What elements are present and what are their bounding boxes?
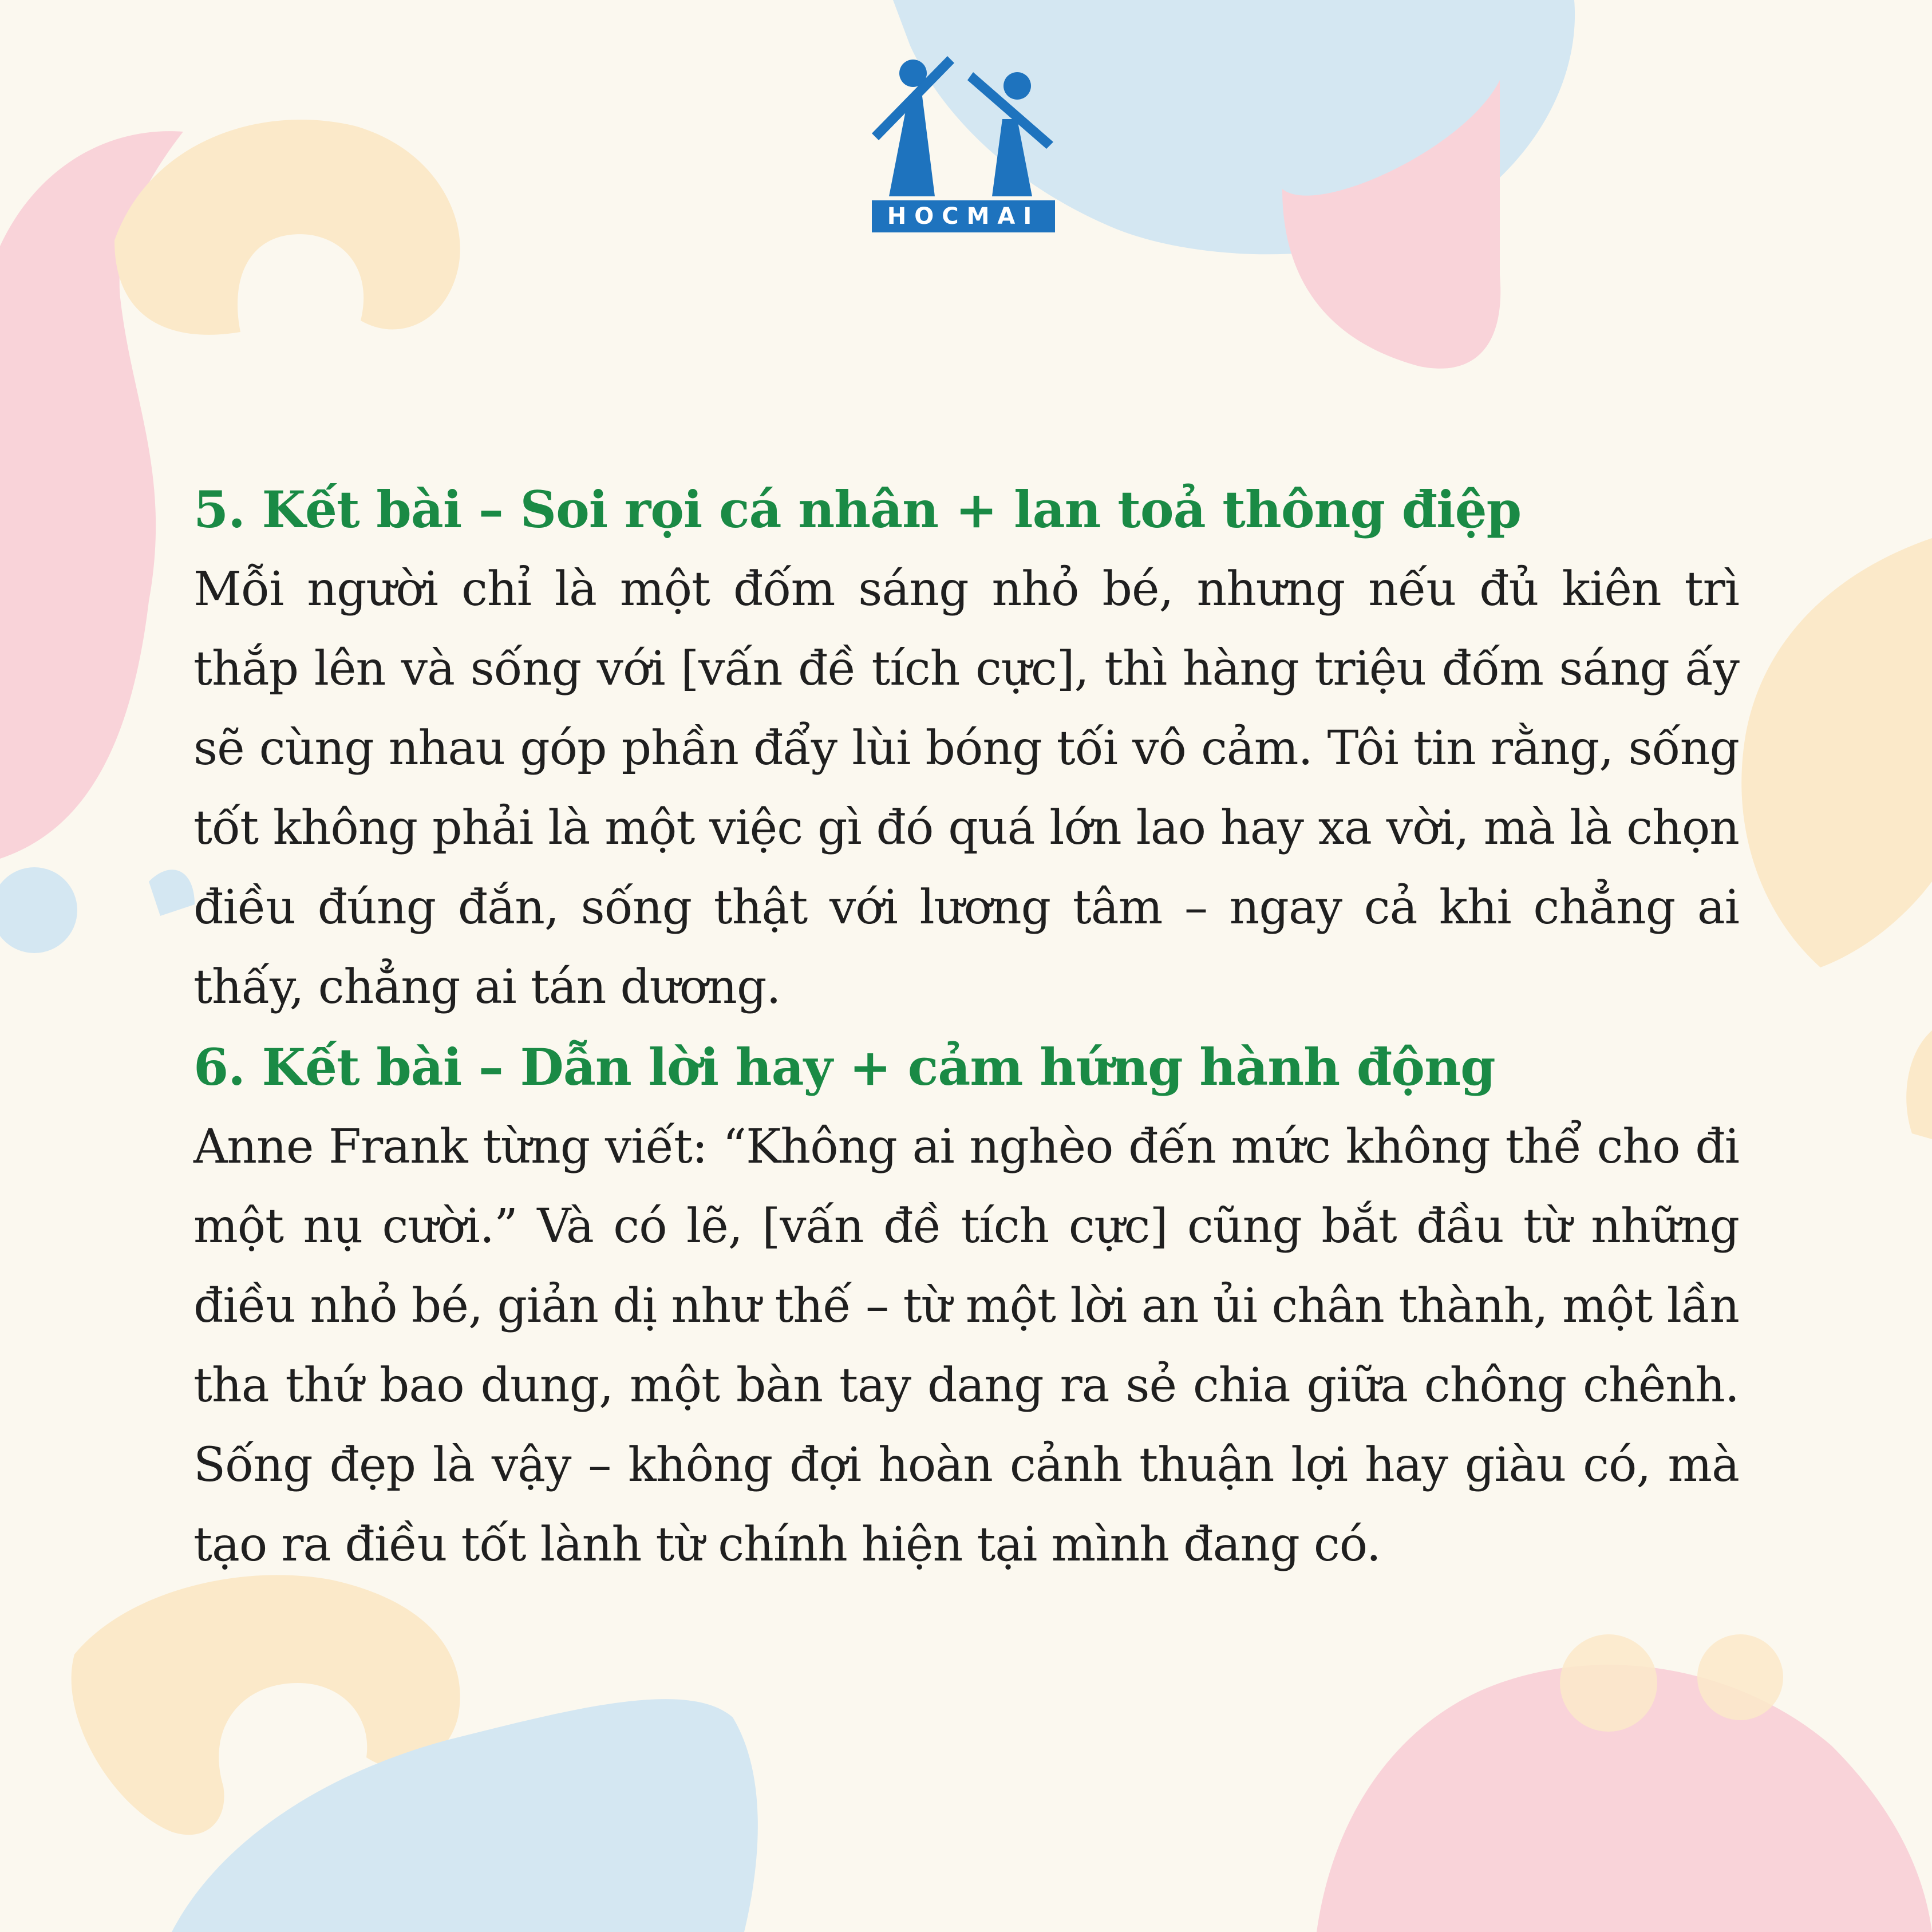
section-heading-5: 5. Kết bài – Soi rọi cá nhân + lan toả thông điệp xyxy=(193,480,1522,539)
hocmai-logo-icon xyxy=(867,50,1059,234)
dot-blue-left xyxy=(0,867,77,953)
article-content xyxy=(193,469,1739,1585)
section-heading-6: 6. Kết bài – Dẫn lời hay + cảm hứng hành động xyxy=(193,1037,1495,1097)
logo-text: HOCMAI xyxy=(887,203,1040,230)
blob-blue-bottom xyxy=(172,1699,758,1932)
section-body-6: Anne Frank từng viết: “Không ai nghèo đến mức không thể cho đi một nụ cười.” Và có lẽ, [vấn đề tích cực] cũng bắt đầu từ những điều nhỏ bé, giản dị như thế – từ một lời an ủi chân thành, một lần tha thứ bao dung, một bàn tay dang ra sẻ chia giữa chông chênh. Sống đẹp là vậy – không đợi hoàn cảnh thuận lợi hay giàu có, mà tạo ra điều tốt lành từ chính hiện tại mình đang có. xyxy=(193,1120,1739,1572)
dot-cream-right-1 xyxy=(1560,1634,1657,1732)
blob-blue-left-small xyxy=(149,870,195,916)
blob-cream-right xyxy=(1741,538,1932,967)
hocmai-logo[interactable] xyxy=(867,50,1059,234)
blob-cream-right-2 xyxy=(1906,1030,1932,1139)
section-body-5: Mỗi người chỉ là một đốm sáng nhỏ bé, nhưng nếu đủ kiên trì thắp lên và sống với [vấn đề tích cực], thì hàng triệu đốm sáng ấy sẽ cùng nhau góp phần đẩy lùi bóng tối vô cảm. Tôi tin rằng, sống tốt không phải là một việc gì đó quá lớn lao hay xa vời, mà là chọn điều đúng đắn, sống thật với lương tâm – ngay cả khi chẳng ai thấy, chẳng ai tán dương. xyxy=(193,562,1739,1014)
dot-cream-right-2 xyxy=(1697,1634,1783,1720)
